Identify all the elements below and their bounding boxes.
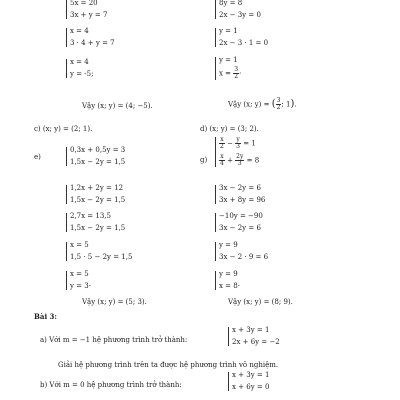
fraction: $\frac{x}{4}$ [220, 153, 224, 167]
part-a-system [228, 327, 280, 346]
part-e-answer: Vậy (x; y) = (5; 3). [82, 298, 147, 306]
equation: 3x + y = 7 [70, 11, 108, 19]
equation: 1,5x − 2y = 1,5 [70, 196, 126, 204]
fraction: $\frac{2y}{3}$ [236, 153, 244, 167]
equation: 1,5x − 2y = 1,5 [70, 224, 126, 232]
equation: 1,5 · 5 − 2y = 1,5 [70, 253, 133, 261]
equation: −10y = −90 [219, 212, 263, 220]
equation: 3 · 4 + y = 7 [70, 39, 115, 47]
exercise-title: Bài 3: [34, 312, 58, 321]
equation: 3x − 2y = 6 [219, 184, 261, 192]
equation: x = 4 [70, 58, 89, 66]
part-g-system-1 [215, 185, 265, 204]
equation: 1,5x − 2y = 1,5 [70, 158, 126, 166]
part-g-system-0 [215, 137, 259, 167]
top-right-system-1 [215, 0, 261, 19]
part-g-answer: Vậy (x; y) = (8; 9). [228, 298, 293, 306]
part-e-system-2 [66, 213, 125, 232]
equation: $\frac{x}{4}$ + $\frac{2y}{3}$ = 8 [220, 153, 260, 167]
equation: 0,3x + 0,5y = 3 [70, 146, 126, 154]
equation: 5x = 20 [70, 0, 98, 7]
top-left-system-1 [66, 0, 107, 19]
part-e-label: e) [34, 153, 41, 161]
part-g-system-4 [215, 271, 240, 290]
equation: x + 3y = 1 [232, 371, 270, 379]
fraction: $\frac{y}{3}$ [236, 136, 240, 150]
top-left-answer: Vậy (x; y) = (4; −5). [82, 102, 153, 110]
part-b-text: b) Với m = 0 hệ phương trình trở thành: [40, 381, 182, 389]
fraction: $\frac{x}{2}$ [220, 136, 224, 150]
equation: x = 4 [70, 27, 89, 35]
equation: 2x − 3y = 0 [219, 11, 261, 19]
top-right-system-3 [215, 57, 241, 80]
equation: 8y = 8 [219, 0, 243, 7]
equation: 2,7x = 13,5 [70, 212, 111, 220]
top-left-system-2 [66, 28, 115, 47]
part-c-answer: c) (x; y) = (2; 1). [34, 125, 93, 133]
part-e-system-3 [66, 242, 132, 261]
equation: y = 1 [219, 27, 238, 35]
top-right-answer: Vậy (x; y) = ( $\frac{3}{2}$ ; 1). [228, 97, 297, 111]
equation: 2x − 3 · 1 = 0 [219, 39, 269, 47]
equation: y = 1 [219, 56, 238, 64]
equation: y = -5; [70, 70, 94, 78]
equation: x = $\frac{3}{2}$ · [219, 66, 242, 80]
part-b-system [228, 372, 269, 391]
equation: $\frac{x}{2}$ − $\frac{y}{3}$ = 1 [220, 136, 256, 150]
equation: 3x − 2y = 6 [219, 224, 261, 232]
part-g-system-3 [215, 242, 268, 261]
equation: x + 6y = 0 [232, 383, 270, 391]
equation: x = 8· [219, 282, 240, 290]
fraction: $\frac{3}{2}$ [234, 66, 239, 80]
equation: 3x − 2 · 9 = 6 [219, 253, 269, 261]
equation: 1,2x + 2y = 12 [70, 184, 124, 192]
equation: x = 5 [70, 241, 89, 249]
part-d-answer: d) (x; y) = (3; 2). [200, 125, 259, 133]
equation: 2x + 6y = −2 [232, 338, 280, 346]
fraction: $\frac{3}{2}$ [276, 97, 281, 111]
part-g-system-2 [215, 213, 263, 232]
equation: 3x + 8y = 96 [219, 196, 266, 204]
part-e-system-0 [66, 147, 125, 166]
part-e-system-1 [66, 185, 125, 204]
part-a-text: a) Với m = −1 hệ phương trình trở thành: [40, 336, 188, 344]
part-g-label: g) [200, 156, 208, 164]
equation: y = 9 [219, 270, 238, 278]
part-e-system-4 [66, 271, 91, 290]
equation: y = 3· [70, 282, 91, 290]
part-a-conclusion: Giải hệ phương trình trên ta được hệ phương trình vô nghiệm. [58, 361, 279, 369]
top-right-system-2 [215, 28, 268, 47]
equation: x + 3y = 1 [232, 326, 270, 334]
equation: x = 5 [70, 270, 89, 278]
equation: y = 9 [219, 241, 238, 249]
top-left-system-3 [66, 59, 93, 78]
